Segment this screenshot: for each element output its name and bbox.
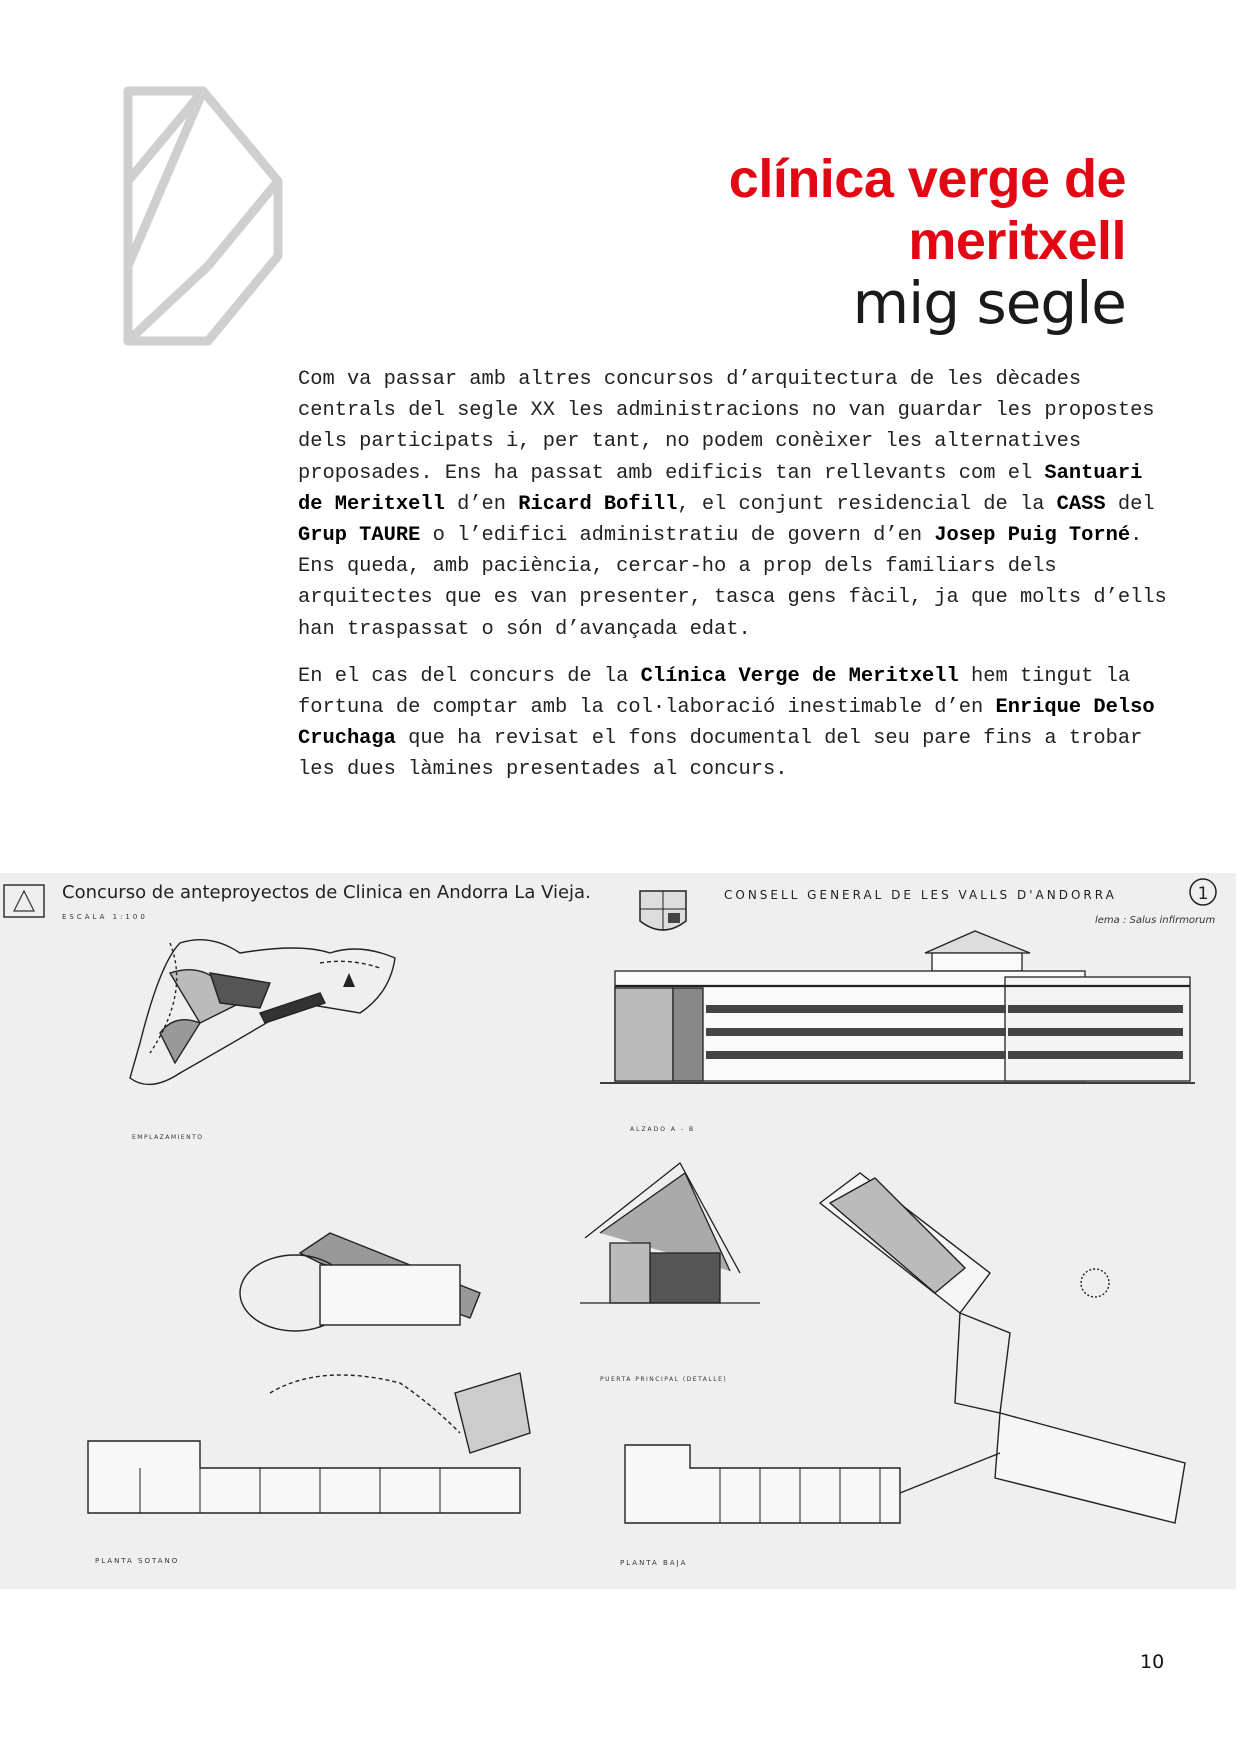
title-line-2: meritxell xyxy=(908,211,1126,271)
paragraph-2 xyxy=(298,661,1168,786)
page-title xyxy=(728,148,1126,337)
entrance-perspective xyxy=(580,1163,760,1303)
andorra-shield-icon xyxy=(640,891,686,931)
label-emplazamiento: EMPLAZAMIENTO xyxy=(132,1134,204,1141)
architectural-drawing-sheet xyxy=(0,873,1236,1589)
elevation-drawing xyxy=(600,931,1195,1083)
text-span: En el cas del concurs de la xyxy=(298,664,641,688)
text-span: , el conjunt residencial de la xyxy=(677,492,1057,516)
paragraph-1 xyxy=(298,364,1168,645)
label-alzado: ALZADO A - B xyxy=(630,1126,696,1133)
bold-delso: Enrique Delso Cruchaga xyxy=(298,696,1155,751)
sheet-scale: ESCALA 1:100 xyxy=(62,913,148,921)
page-number: 10 xyxy=(1140,1651,1165,1673)
text-span: del xyxy=(1105,492,1155,516)
site-plan xyxy=(130,940,395,1085)
title-line-1: clínica verge de xyxy=(728,149,1126,209)
council-name: CONSELL GENERAL DE LES VALLS D'ANDORRA xyxy=(724,888,1117,902)
label-planta-baja: PLANTA BAJA xyxy=(620,1559,688,1567)
label-puerta: PUERTA PRINCIPAL (DETALLE) xyxy=(600,1376,728,1383)
basement-floor-plan xyxy=(88,1233,530,1513)
bold-puig-torne: Josep Puig Torné xyxy=(934,524,1131,548)
bold-cass: CASS xyxy=(1056,492,1106,516)
label-planta-sotano: PLANTA SOTANO xyxy=(95,1557,180,1565)
text-span: o l’edifici administratiu de govern d’en xyxy=(420,524,935,548)
logo-mark xyxy=(118,86,318,366)
text-span: que ha revisat el fons documental del seu pare fins a trobar les dues làmines presentades al concurs. xyxy=(298,727,1143,782)
bold-clinica: Clínica Verge de Meritxell xyxy=(640,664,959,688)
text-span: Com va passar amb altres concursos d’arquitectura de les dècades centrals del segle XX les administracions no van guardar les propostes dels participats i, per tant, no podem conèixer les alternatives proposades. Ens ha passat amb edificis tan rellevants com el xyxy=(298,368,1155,485)
sheet-number: 1 xyxy=(1197,884,1209,904)
bold-bofill: Ricard Bofill xyxy=(518,492,678,516)
bold-santuari: Santuari de Meritxell xyxy=(298,461,1143,516)
text-span: . Ens queda, amb paciència, cercar-ho a prop dels familiars dels arquitectes que es van presenter, tasca gens fàcil, ja que molts d’ells han traspassat o són d’avançada edat. xyxy=(298,524,1167,641)
title-subtitle: mig segle xyxy=(852,269,1126,337)
sheet-heading: Concurso de anteproyectos de Clinica en Andorra La Vieja. xyxy=(62,882,591,903)
article-body xyxy=(298,364,1168,802)
text-span: d’en xyxy=(444,492,519,516)
text-span: hem tingut la fortuna de comptar amb la col·laboració inestimable d’en xyxy=(298,664,1131,720)
bold-taure: Grup TAURE xyxy=(298,524,421,548)
sheet-lema: lema : Salus infirmorum xyxy=(1095,915,1216,926)
north-arrow-icon xyxy=(343,973,355,987)
